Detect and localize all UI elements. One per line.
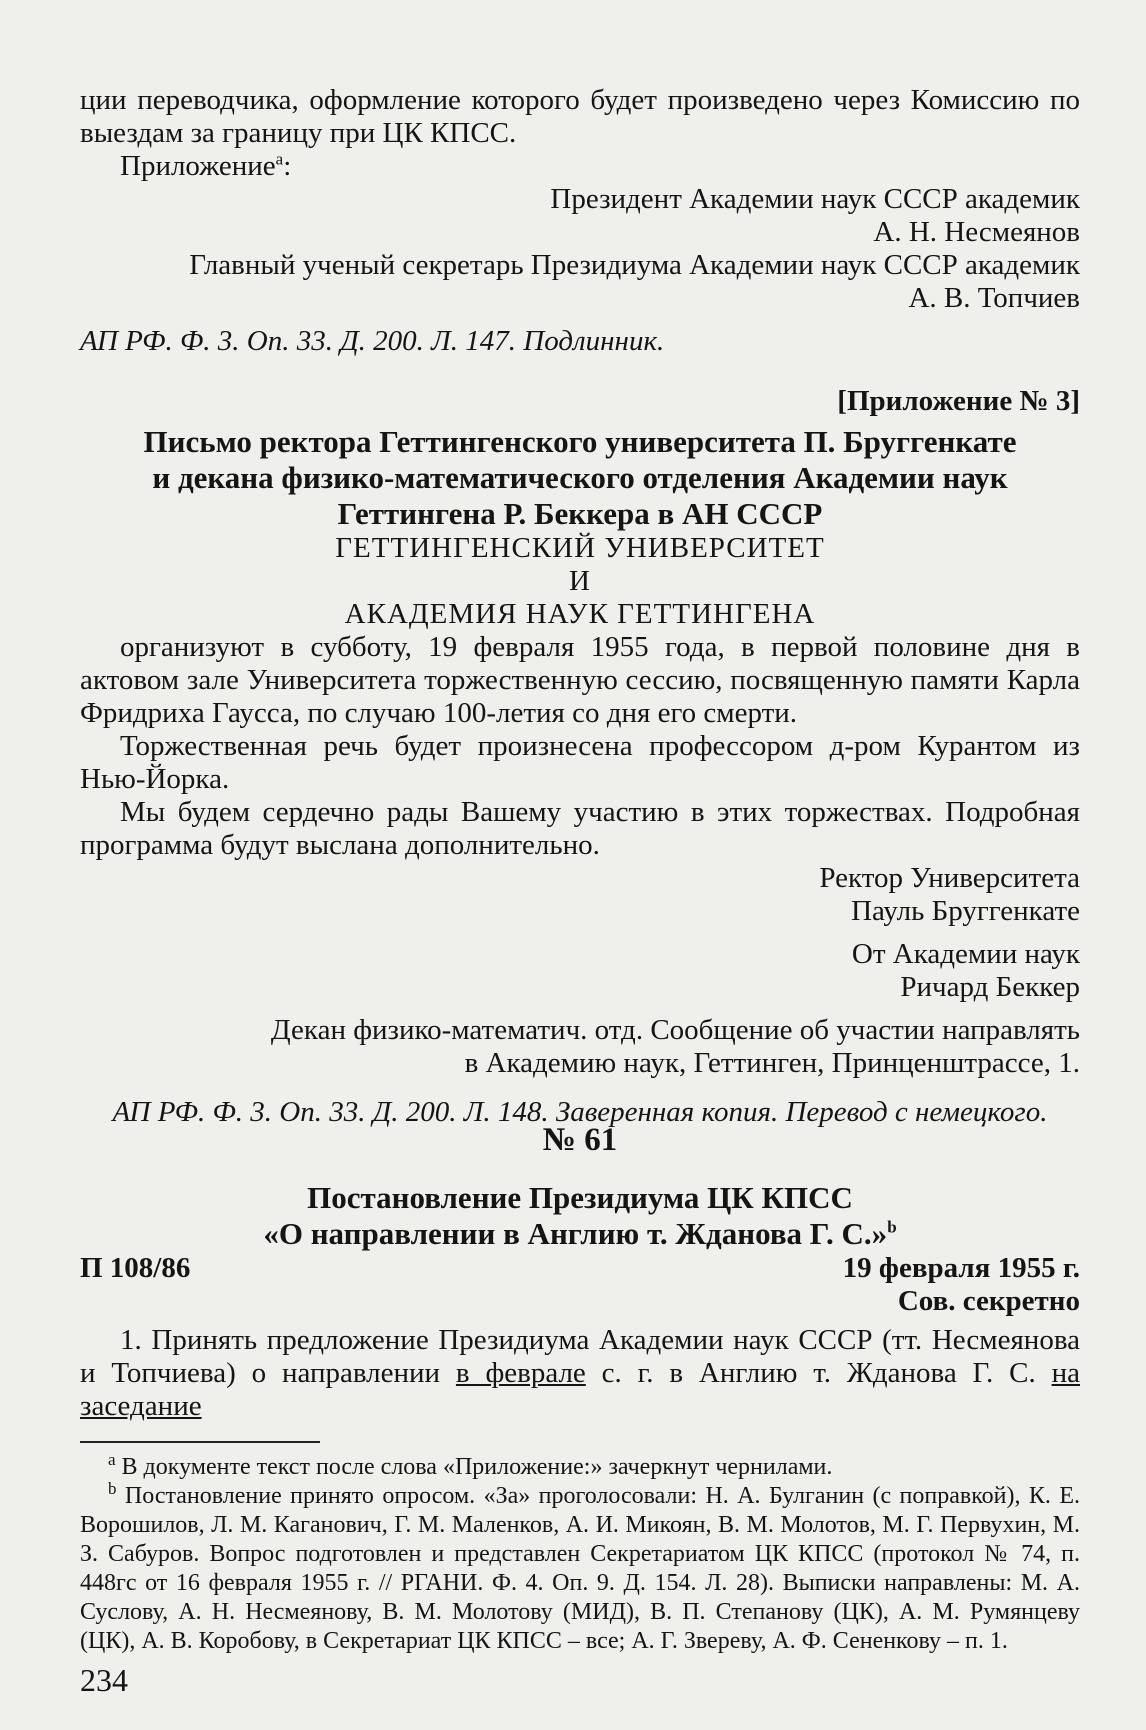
rector-name: Пауль Бруггенкате xyxy=(851,895,1080,927)
resolution-title-text: «О направлении в Англию т. Жданова Г. С.» xyxy=(263,1216,888,1251)
appendix-3-marker: [Приложение № 3] xyxy=(837,385,1080,417)
resolution-title-line-2 xyxy=(80,1216,1080,1252)
document-61-section xyxy=(80,1122,1080,1423)
top-section xyxy=(80,84,1080,358)
item-1-text-b: с. г. в Англию т. Жданова Г. С. xyxy=(585,1357,1052,1389)
footnote-b xyxy=(80,1479,1080,1656)
item-1-underlined-month: в феврале xyxy=(455,1357,586,1389)
footnote-a-text: В документе текст после слова «Приложение:» зачеркнут чернилами. xyxy=(115,1454,833,1480)
letter-title-line-2: и декана физико-математического отделения Академии наук xyxy=(152,460,1008,495)
university-heading: ГЕТТИНГЕНСКИЙ УНИВЕРСИТЕТ xyxy=(335,532,825,564)
resolution-item-1 xyxy=(80,1324,1080,1423)
rector-title: Ректор Университета xyxy=(819,862,1080,894)
dean-line-2: в Академию наук, Геттинген, Принценштрассе, 1. xyxy=(464,1047,1080,1079)
footnote-b-text: Постановление принято опросом. «За» проголосовали: Н. А. Булганин (с поправкой), К. Е. Ворошилов, Л. М. Каганович, Г. М. Маленков, А. И. Микоян, В. М. Молотов, М. Г. Первухин, М. З. Сабуров. Вопрос подготовлен и представлен Секретариатом ЦК КПСС (протокол № 74, п. 448гс от 16 февраля 1955 г. // РГАНИ. Ф. 4. Оп. 9. Д. 154. Л. 28). Выписки направлены: М. А. Суслову, А. Н. Несмеянову, В. М. Молотову (МИД), В. П. Степанову (ЦК), А. М. Румянцеву (ЦК), А. В. Коробову, в Секретариат ЦК КПСС – все; А. Г. Звереву, А. Ф. Сененкову – п. 1. xyxy=(80,1483,1080,1654)
item-1-text-a: 1. Принять предложение Президиума Академии наук СССР (тт. Несмеянова и Топчиева) о направлении xyxy=(80,1324,1080,1389)
appendix-label-line xyxy=(80,150,1080,183)
appendix-3-section xyxy=(80,385,1080,1129)
footnote-a-mark: а xyxy=(108,1450,116,1469)
footnote-rule xyxy=(80,1441,320,1443)
letter-paragraph-1: организуют в субботу, 19 февраля 1955 года, в первой половине дня в актовом зале Университета торжественную сессию, посвященную памяти Карла Фридриха Гаусса, по случаю 100-летия со дня его смерти. xyxy=(80,631,1080,729)
academy-name: Ричард Беккер xyxy=(900,971,1080,1003)
letter-title-line-1: Письмо ректора Геттингенского университета П. Бруггенкате xyxy=(143,424,1017,459)
protocol-number: П 108/86 xyxy=(80,1252,191,1284)
letter-title-line-3: Геттингена Р. Беккера в АН СССР xyxy=(337,496,823,531)
signature-title-1: Президент Академии наук СССР академик xyxy=(550,183,1080,215)
footnotes-block xyxy=(80,1450,1080,1656)
signature-name-1: А. Н. Несмеянов xyxy=(873,216,1080,248)
secrecy-mark: Сов. секретно xyxy=(897,1285,1080,1317)
resolution-date: 19 февраля 1955 г. xyxy=(842,1252,1080,1284)
footnote-b-mark: b xyxy=(108,1479,117,1498)
continued-paragraph: ции переводчика, оформление которого будет произведено через Комиссию по выездам за границу при ЦК КПСС. xyxy=(80,84,1080,149)
item-1-underlined-meeting: на заседание xyxy=(80,1357,1080,1422)
academy-title: От Академии наук xyxy=(851,938,1080,970)
document-number: № 61 xyxy=(542,1122,618,1158)
archive-reference-1: АП РФ. Ф. 3. Оп. 33. Д. 200. Л. 147. Подлинник. xyxy=(80,325,665,357)
footnote-ref-b: b xyxy=(887,1217,897,1237)
archive-reference-2: АП РФ. Ф. 3. Оп. 33. Д. 200. Л. 148. Заверенная копия. Перевод с немецкого. xyxy=(112,1096,1048,1128)
footnote-ref-a: а xyxy=(275,149,284,169)
letter-paragraph-2: Торжественная речь будет произнесена профессором д-ром Курантом из Нью-Йорка. xyxy=(80,730,1080,795)
protocol-date-row xyxy=(80,1252,1080,1285)
appendix-label: Приложение xyxy=(120,150,276,182)
footnote-a xyxy=(80,1450,1080,1482)
signature-title-2: Главный ученый секретарь Президиума Академии наук СССР академик xyxy=(189,249,1080,281)
dean-line-1: Декан физико-математич. отд. Сообщение об участии направлять xyxy=(270,1014,1080,1046)
letter-paragraph-3: Мы будем сердечно рады Вашему участию в этих торжествах. Подробная программа будут выслана дополнительно. xyxy=(80,796,1080,861)
appendix-colon: : xyxy=(283,150,292,182)
academy-heading: АКАДЕМИЯ НАУК ГЕТТИНГЕНА xyxy=(344,598,816,630)
signature-name-2: А. В. Топчиев xyxy=(908,282,1080,314)
resolution-title-line-1: Постановление Президиума ЦК КПСС xyxy=(307,1180,853,1215)
page-number: 234 xyxy=(80,1662,128,1698)
conjunction-heading: И xyxy=(569,565,591,597)
